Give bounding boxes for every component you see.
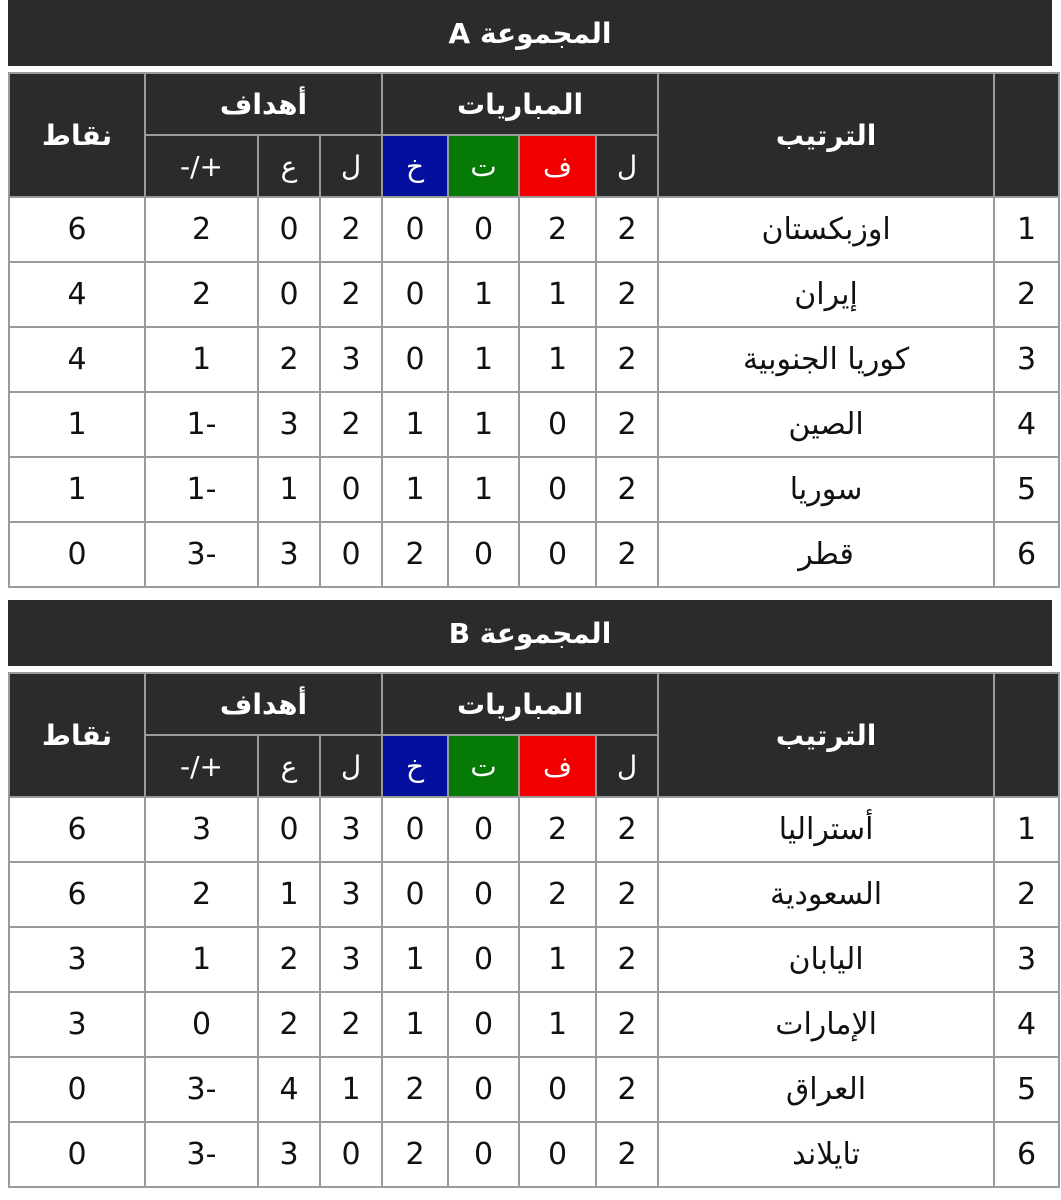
goals-for-cell: 3	[320, 862, 382, 927]
draw-cell: 1	[448, 262, 519, 327]
goals-header: أهداف	[145, 73, 382, 135]
goals-against-header: ع	[258, 135, 320, 197]
group-b	[8, 600, 1052, 1188]
draw-cell: 0	[448, 1057, 519, 1122]
goals-against-cell: 1	[258, 862, 320, 927]
goals-against-cell: 3	[258, 1122, 320, 1187]
won-cell: 0	[519, 1122, 596, 1187]
goals-against-cell: 0	[258, 262, 320, 327]
goals-for-cell: 2	[320, 262, 382, 327]
team-name: العراق	[658, 1057, 994, 1122]
table-row	[9, 797, 1059, 862]
group-a	[8, 0, 1052, 588]
won-cell: 0	[519, 1057, 596, 1122]
goal-diff-cell: -1	[145, 392, 258, 457]
team-name: اوزبكستان	[658, 197, 994, 262]
rank-cell: 6	[994, 522, 1059, 587]
points-header: نقاط	[9, 73, 145, 197]
goals-against-cell: 0	[258, 797, 320, 862]
goals-against-cell: 2	[258, 327, 320, 392]
rank-cell: 2	[994, 862, 1059, 927]
team-name: الإمارات	[658, 992, 994, 1057]
goals-for-cell: 1	[320, 1057, 382, 1122]
points-cell: 6	[9, 197, 145, 262]
won-cell: 1	[519, 927, 596, 992]
lost-cell: 1	[382, 457, 448, 522]
won-cell: 0	[519, 522, 596, 587]
played-cell: 2	[596, 197, 658, 262]
rank-cell: 4	[994, 992, 1059, 1057]
lost-cell: 1	[382, 992, 448, 1057]
won-cell: 0	[519, 457, 596, 522]
team-name: إيران	[658, 262, 994, 327]
won-cell: 2	[519, 197, 596, 262]
team-name: قطر	[658, 522, 994, 587]
lost-cell: 0	[382, 262, 448, 327]
table-row	[9, 992, 1059, 1057]
goals-header: أهداف	[145, 673, 382, 735]
rank-cell: 5	[994, 1057, 1059, 1122]
points-cell: 6	[9, 797, 145, 862]
rank-cell: 6	[994, 1122, 1059, 1187]
won-header: ف	[519, 735, 596, 797]
points-cell: 6	[9, 862, 145, 927]
draw-cell: 1	[448, 327, 519, 392]
draw-cell: 0	[448, 992, 519, 1057]
goal-diff-cell: 2	[145, 197, 258, 262]
played-header: ل	[596, 735, 658, 797]
won-cell: 1	[519, 262, 596, 327]
team-name: السعودية	[658, 862, 994, 927]
points-cell: 1	[9, 457, 145, 522]
table-row	[9, 522, 1059, 587]
goal-diff-cell: -1	[145, 457, 258, 522]
draw-header: ت	[448, 135, 519, 197]
won-cell: 2	[519, 862, 596, 927]
won-header: ف	[519, 135, 596, 197]
rank-cell: 4	[994, 392, 1059, 457]
goal-diff-cell: 1	[145, 927, 258, 992]
points-cell: 0	[9, 522, 145, 587]
played-cell: 2	[596, 1122, 658, 1187]
goals-for-cell: 2	[320, 392, 382, 457]
points-cell: 4	[9, 262, 145, 327]
played-cell: 2	[596, 797, 658, 862]
draw-cell: 0	[448, 927, 519, 992]
goals-against-cell: 3	[258, 522, 320, 587]
played-cell: 2	[596, 927, 658, 992]
table-row	[9, 327, 1059, 392]
draw-cell: 0	[448, 522, 519, 587]
lost-cell: 1	[382, 927, 448, 992]
team-name: تايلاند	[658, 1122, 994, 1187]
goal-diff-cell: 2	[145, 862, 258, 927]
rank-cell: 5	[994, 457, 1059, 522]
goal-diff-cell: -3	[145, 522, 258, 587]
played-cell: 2	[596, 1057, 658, 1122]
played-cell: 2	[596, 262, 658, 327]
goal-diff-cell: -3	[145, 1122, 258, 1187]
played-header: ل	[596, 135, 658, 197]
points-cell: 0	[9, 1057, 145, 1122]
goal-diff-cell: 1	[145, 327, 258, 392]
lost-cell: 2	[382, 1122, 448, 1187]
team-name: سوريا	[658, 457, 994, 522]
goals-against-cell: 0	[258, 197, 320, 262]
goals-for-cell: 2	[320, 992, 382, 1057]
points-header: نقاط	[9, 673, 145, 797]
lost-cell: 0	[382, 327, 448, 392]
team-name: اليابان	[658, 927, 994, 992]
lost-cell: 0	[382, 797, 448, 862]
lost-cell: 2	[382, 522, 448, 587]
goal-diff-cell: -3	[145, 1057, 258, 1122]
goal-diff-header: +/-	[145, 735, 258, 797]
goals-against-cell: 3	[258, 392, 320, 457]
goals-for-cell: 0	[320, 522, 382, 587]
goals-for-cell: 3	[320, 327, 382, 392]
rank-header-spacer	[994, 673, 1059, 797]
table-row	[9, 1057, 1059, 1122]
goals-against-cell: 2	[258, 992, 320, 1057]
draw-cell: 0	[448, 1122, 519, 1187]
played-cell: 2	[596, 522, 658, 587]
group-b-title: المجموعة B	[8, 600, 1052, 666]
points-cell: 0	[9, 1122, 145, 1187]
points-cell: 4	[9, 327, 145, 392]
draw-cell: 0	[448, 797, 519, 862]
played-cell: 2	[596, 327, 658, 392]
goals-for-header: ل	[320, 135, 382, 197]
lost-cell: 0	[382, 197, 448, 262]
goals-for-cell: 3	[320, 927, 382, 992]
draw-cell: 1	[448, 392, 519, 457]
points-cell: 3	[9, 992, 145, 1057]
draw-header: ت	[448, 735, 519, 797]
rank-cell: 3	[994, 927, 1059, 992]
goals-for-cell: 3	[320, 797, 382, 862]
lost-cell: 2	[382, 1057, 448, 1122]
rank-header: الترتيب	[658, 673, 994, 797]
goals-for-cell: 0	[320, 1122, 382, 1187]
lost-header: خ	[382, 135, 448, 197]
rank-header-spacer	[994, 73, 1059, 197]
matches-header: المباريات	[382, 73, 658, 135]
goals-for-cell: 0	[320, 457, 382, 522]
won-cell: 2	[519, 797, 596, 862]
played-cell: 2	[596, 392, 658, 457]
table-row	[9, 392, 1059, 457]
won-cell: 0	[519, 392, 596, 457]
rank-cell: 3	[994, 327, 1059, 392]
goals-against-cell: 4	[258, 1057, 320, 1122]
played-cell: 2	[596, 862, 658, 927]
group-a-table	[8, 72, 1060, 588]
lost-cell: 0	[382, 862, 448, 927]
table-row	[9, 197, 1059, 262]
table-row	[9, 862, 1059, 927]
table-row	[9, 457, 1059, 522]
goals-against-header: ع	[258, 735, 320, 797]
rank-cell: 2	[994, 262, 1059, 327]
draw-cell: 0	[448, 197, 519, 262]
team-name: الصين	[658, 392, 994, 457]
goal-diff-cell: 3	[145, 797, 258, 862]
lost-cell: 1	[382, 392, 448, 457]
goal-diff-cell: 0	[145, 992, 258, 1057]
goals-against-cell: 1	[258, 457, 320, 522]
points-cell: 3	[9, 927, 145, 992]
table-row	[9, 927, 1059, 992]
draw-cell: 1	[448, 457, 519, 522]
table-row	[9, 262, 1059, 327]
won-cell: 1	[519, 327, 596, 392]
rank-cell: 1	[994, 197, 1059, 262]
team-name: كوريا الجنوبية	[658, 327, 994, 392]
played-cell: 2	[596, 457, 658, 522]
group-b-table	[8, 672, 1060, 1188]
goals-against-cell: 2	[258, 927, 320, 992]
goals-for-header: ل	[320, 735, 382, 797]
won-cell: 1	[519, 992, 596, 1057]
rank-cell: 1	[994, 797, 1059, 862]
lost-header: خ	[382, 735, 448, 797]
points-cell: 1	[9, 392, 145, 457]
played-cell: 2	[596, 992, 658, 1057]
team-name: أستراليا	[658, 797, 994, 862]
goals-for-cell: 2	[320, 197, 382, 262]
draw-cell: 0	[448, 862, 519, 927]
matches-header: المباريات	[382, 673, 658, 735]
goal-diff-cell: 2	[145, 262, 258, 327]
group-a-title: المجموعة A	[8, 0, 1052, 66]
goal-diff-header: +/-	[145, 135, 258, 197]
rank-header: الترتيب	[658, 73, 994, 197]
table-row	[9, 1122, 1059, 1187]
